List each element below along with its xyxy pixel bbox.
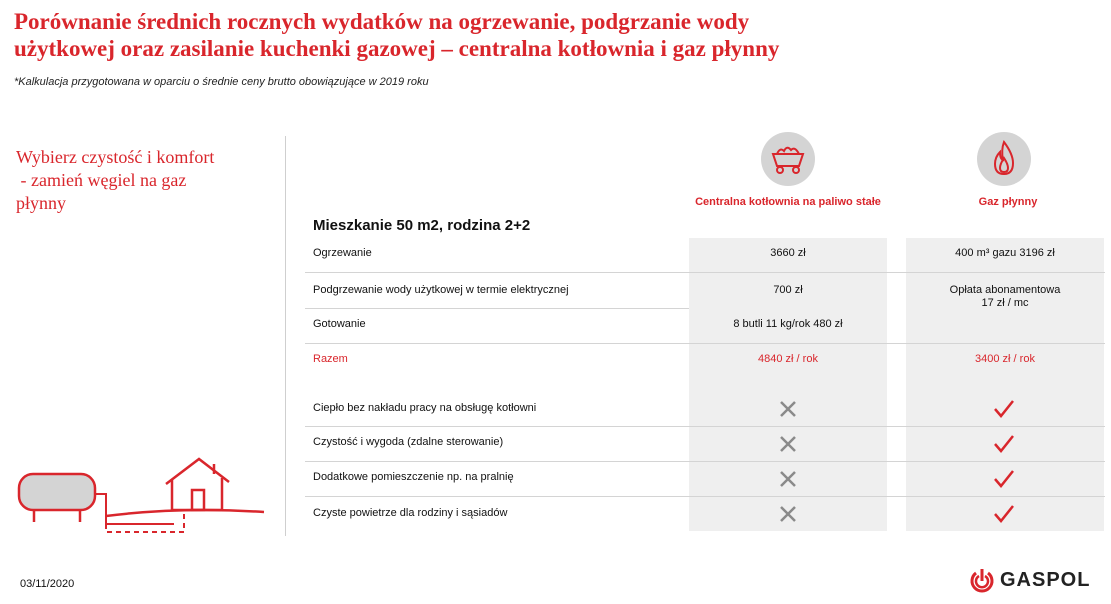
feature-label: Dodatkowe pomieszczenie np. na pralnię [313,471,514,483]
vertical-divider [285,136,286,536]
check-icon [993,434,1015,454]
page-title-line-1: Porównanie średnich rocznych wydatków na ogrzewanie, podgrzanie wody [14,9,750,34]
row-divider [305,272,1105,273]
cell-water-gas [906,284,1104,310]
row-divider [305,343,1105,344]
flame-icon [977,132,1031,186]
feature-label: Czyste powietrze dla rodziny i sąsiadów [313,507,508,519]
check-icon [993,504,1015,524]
cell-heating-gas: 400 m³ gazu 3196 zł [955,247,1055,259]
row-label-water-heating: Podgrzewanie wody użytkowej w termie elektrycznej [313,284,569,296]
cross-icon [779,400,797,418]
gaspol-logo [968,566,1108,596]
cross-icon [779,470,797,488]
footer-date: 03/11/2020 [20,578,75,590]
row-label-total: Razem [313,353,348,365]
feature-label: Ciepło bez nakładu pracy na obsługę kotłowni [313,402,537,414]
page-title [14,8,1104,62]
column-header-gas: Gaz płynny [978,196,1038,208]
cell-water-gas-line-2: 17 zł / mc [981,297,1029,309]
cell-heating-coal: 3660 zł [770,247,806,259]
row-label-heating: Ogrzewanie [313,247,372,259]
side-slogan-line-1: Wybierz czystość i komfort [16,147,215,167]
cell-cooking-coal: 8 butli 11 kg/rok 480 zł [733,318,843,330]
check-icon [993,399,1015,419]
row-divider [305,461,1105,462]
row-label-cooking: Gotowanie [313,318,366,330]
cross-icon [779,505,797,523]
feature-label: Czystość i wygoda (zdalne sterowanie) [313,436,504,448]
row-divider [305,426,1105,427]
cell-water-coal: 700 zł [773,284,803,296]
cell-water-gas-line-1: Opłata abonamentowa [949,284,1061,296]
tank-house-illustration [14,454,269,534]
cross-icon [779,435,797,453]
coal-cart-icon [761,132,815,186]
row-divider [305,308,689,309]
brand-name: GASPOL [1000,569,1091,591]
row-divider [305,496,1105,497]
table-title: Mieszkanie 50 m2, rodzina 2+2 [313,217,531,234]
page-subtitle: *Kalkulacja przygotowana w oparciu o średnie ceny brutto obowiązujące w 2019 roku [14,76,429,88]
power-logo-icon [968,567,996,595]
column-header-coal: Centralna kotłownia na paliwo stałe [695,196,881,208]
page-title-line-2: użytkowej oraz zasilanie kuchenki gazowej – centralna kotłownia i gaz płynny [14,36,780,61]
cell-total-coal: 4840 zł / rok [758,353,818,365]
side-slogan-line-3: płynny [16,193,67,213]
cell-total-gas: 3400 zł / rok [975,353,1035,365]
side-slogan [16,146,266,215]
check-icon [993,469,1015,489]
side-slogan-line-2: - zamień węgiel na gaz [16,170,187,190]
